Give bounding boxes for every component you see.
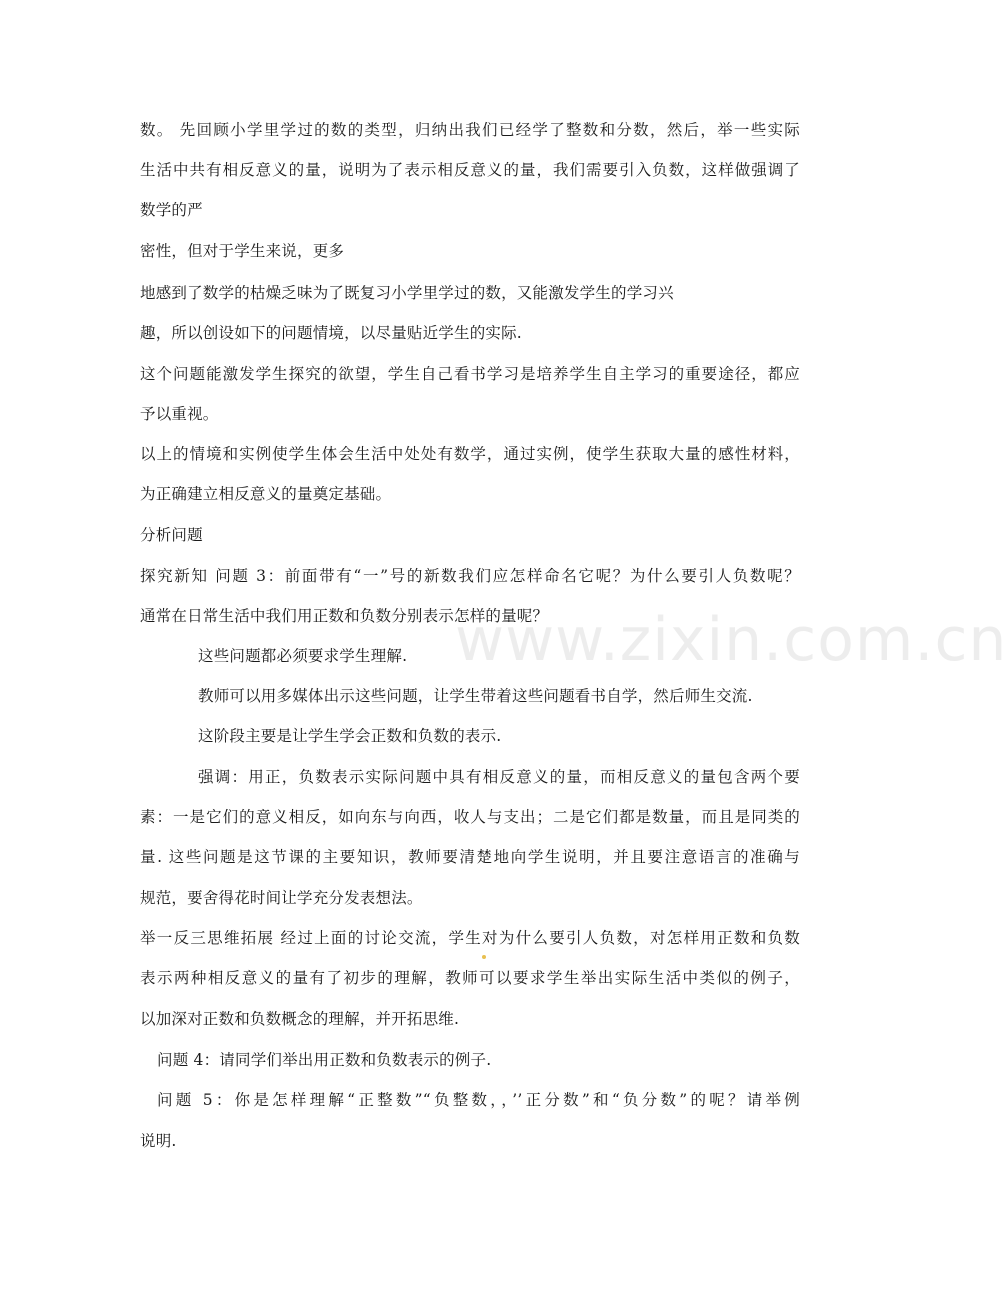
text-line: 数。 先回顾小学里学过的数的类型，归纳出我们已经学了整数和分数，然后，举一些实际: [140, 121, 800, 139]
text-line: 生活中共有相反意义的量，说明为了表示相反意义的量，我们需要引入负数，这样做强调了: [140, 161, 800, 179]
text-line: 强调：用正，负数表示实际问题中具有相反意义的量，而相反意义的量包含两个要: [198, 768, 800, 786]
text-line: 趣，所以创设如下的问题情境，以尽量贴近学生的实际.: [140, 324, 522, 342]
text-line: 规范，要舍得花时间让学充分发表想法。: [140, 889, 423, 907]
text-line: 探究新知 问题 3：前面带有“一”号的新数我们应怎样命名它呢？为什么要引人负数呢？: [140, 567, 800, 585]
text-line: 以上的情境和实例使学生体会生活中处处有数学，通过实例，使学生获取大量的感性材料，: [140, 445, 800, 463]
text-line: 为正确建立相反意义的量奠定基础。: [140, 485, 392, 503]
text-line: 数学的严: [140, 201, 203, 219]
text-line: 说明.: [140, 1132, 177, 1150]
watermark: www.zixin.com.cn: [455, 605, 1007, 675]
text-line: 问题 4：请同学们举出用正数和负数表示的例子.: [157, 1051, 492, 1069]
text-line: 这些问题都必须要求学生理解.: [198, 647, 408, 665]
text-line: 通常在日常生活中我们用正数和负数分别表示怎样的量呢？: [140, 607, 549, 625]
text-line: 密性，但对于学生来说，更多: [140, 242, 345, 260]
text-line: 以加深对正数和负数概念的理解，并开拓思维.: [140, 1010, 460, 1028]
text-line: 问题 5：你是怎样理解“正整数”“负整数，，’’正分数”和“负分数”的呢？请举例: [157, 1091, 800, 1109]
text-line: 举一反三思维拓展 经过上面的讨论交流，学生对为什么要引人负数，对怎样用正数和负数: [140, 929, 800, 947]
text-line: 这个问题能激发学生探究的欲望，学生自己看书学习是培养学生自主学习的重要途径，都应: [140, 365, 800, 383]
text-line: 教师可以用多媒体出示这些问题，让学生带着这些问题看书自学，然后师生交流.: [198, 687, 753, 705]
text-line: 这阶段主要是让学生学会正数和负数的表示.: [198, 727, 502, 745]
section-heading: 分析问题: [140, 526, 203, 544]
text-line: 地感到了数学的枯燥乏味为了既复习小学里学过的数，又能激发学生的学习兴: [140, 284, 674, 302]
text-line: 表示两种相反意义的量有了初步的理解，教师可以要求学生举出实际生活中类似的例子，: [140, 969, 800, 987]
highlight-dot: [482, 955, 486, 959]
text-line: 量. 这些问题是这节课的主要知识，教师要清楚地向学生说明，并且要注意语言的准确与: [140, 848, 800, 866]
text-line: 素：一是它们的意义相反，如向东与向西，收人与支出；二是它们都是数量，而且是同类的: [140, 808, 800, 826]
text-line: 予以重视。: [140, 405, 219, 423]
